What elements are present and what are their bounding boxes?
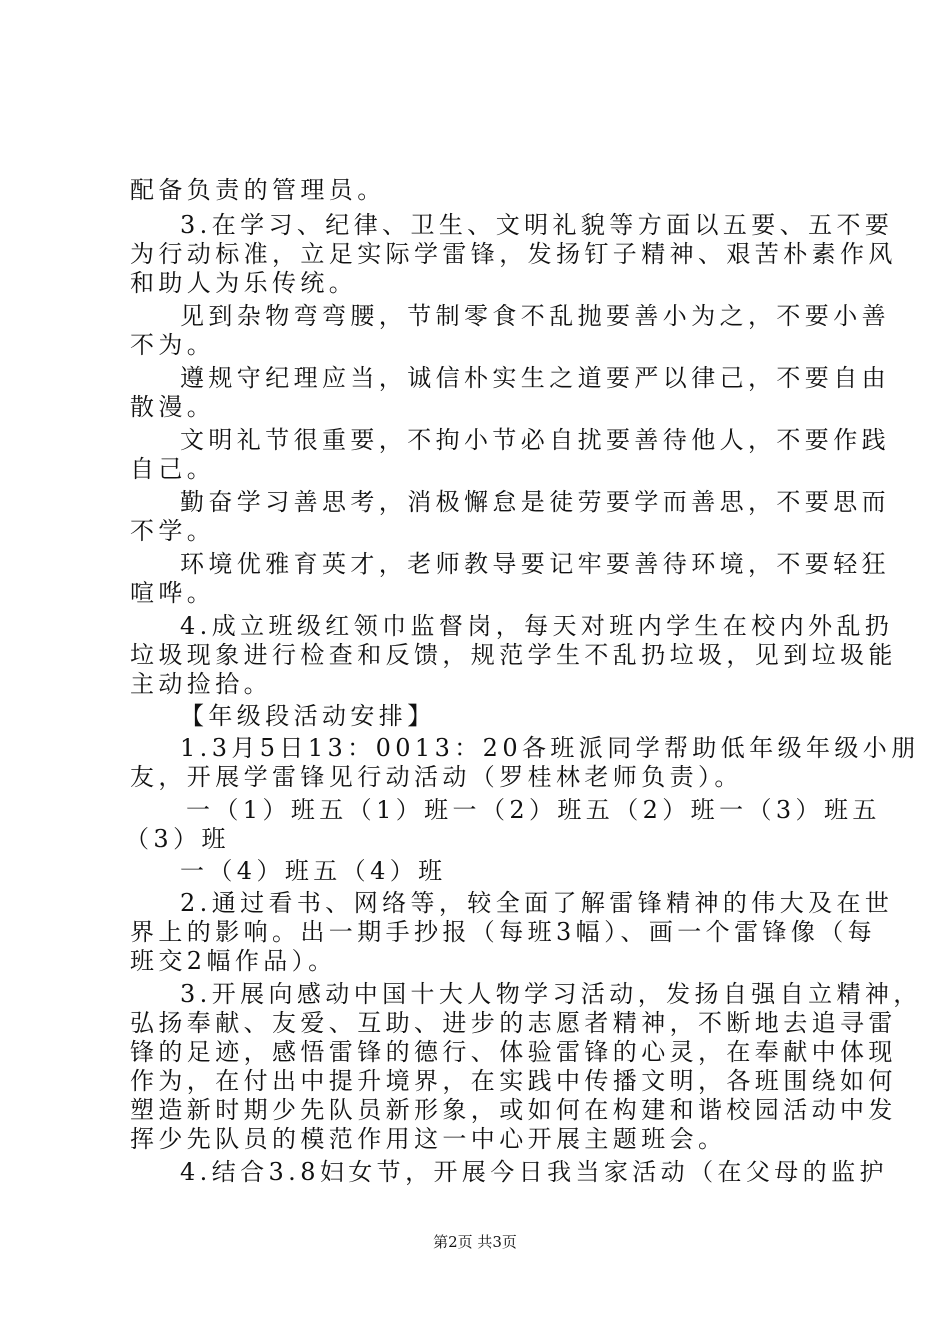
text-line: 散漫。 [130, 393, 216, 421]
text-line: 2.通过看书、网络等，较全面了解雷锋精神的伟大及在世 [180, 889, 894, 917]
text-line: 作为，在付出中提升境界，在实践中传播文明，各班围绕如何 [130, 1067, 897, 1095]
text-line: 挥少先队员的模范作用这一中心开展主题班会。 [130, 1125, 727, 1153]
text-line: 配备负责的管理员。 [130, 176, 386, 204]
text-line: 喧哗。 [130, 579, 216, 607]
text-line: 4.成立班级红领巾监督岗，每天对班内学生在校内外乱扔 [180, 612, 894, 640]
text-line: 主动捡拾。 [130, 670, 272, 698]
text-line: 友，开展学雷锋见行动活动（罗桂林老师负责）。 [130, 763, 743, 791]
text-line: 班交2幅作品）。 [130, 947, 337, 975]
text-line: 界上的影响。出一期手抄报（每班3幅）、画一个雷锋像（每 [130, 918, 877, 946]
text-line: 为行动标准，立足实际学雷锋，发扬钉子精神、艰苦朴素作风 [130, 240, 897, 268]
text-line: 4.结合3.8妇女节，开展今日我当家活动（在父母的监护 [180, 1158, 888, 1186]
text-line: 弘扬奉献、友爱、互助、进步的志愿者精神，不断地去追寻雷 [130, 1009, 897, 1037]
text-line: 见到杂物弯弯腰，节制零食不乱抛要善小为之，不要小善 [180, 302, 890, 330]
text-line: 锋的足迹，感悟雷锋的德行、体验雷锋的心灵，在奉献中体现 [130, 1038, 897, 1066]
text-line: 3.在学习、纪律、卫生、文明礼貌等方面以五要、五不要 [180, 211, 894, 239]
text-line: 一（4）班五（4）班 [180, 857, 447, 885]
text-line: 垃圾现象进行检查和反馈，规范学生不乱扔垃圾，见到垃圾能 [130, 641, 897, 669]
text-line: 遵规守纪理应当，诚信朴实生之道要严以律己，不要自由 [180, 364, 890, 392]
section-heading: 【年级段活动安排】 [180, 702, 436, 730]
text-line: 和助人为乐传统。 [130, 269, 358, 297]
text-line: 一（1）班五（1）班一（2）班五（2）班一（3）班五 [186, 796, 881, 824]
text-line: 3.开展向感动中国十大人物学习活动，发扬自强自立精神， [180, 980, 922, 1008]
text-line: 自己。 [130, 455, 216, 483]
text-line: （3）班 [125, 825, 230, 853]
page-footer: 第2页 共3页 [433, 1233, 517, 1251]
text-line: 文明礼节很重要，不拘小节必自扰要善待他人，不要作践 [180, 426, 890, 454]
text-line: 不学。 [130, 517, 216, 545]
text-line: 环境优雅育英才，老师教导要记牢要善待环境，不要轻狂 [180, 550, 890, 578]
text-line: 勤奋学习善思考，消极懈怠是徒劳要学而善思，不要思而 [180, 488, 890, 516]
text-line: 不为。 [130, 331, 216, 359]
text-line: 1.3月5日13：0013：20各班派同学帮助低年级年级小朋 [180, 734, 920, 762]
text-line: 塑造新时期少先队员新形象，或如何在构建和谐校园活动中发 [130, 1096, 897, 1124]
